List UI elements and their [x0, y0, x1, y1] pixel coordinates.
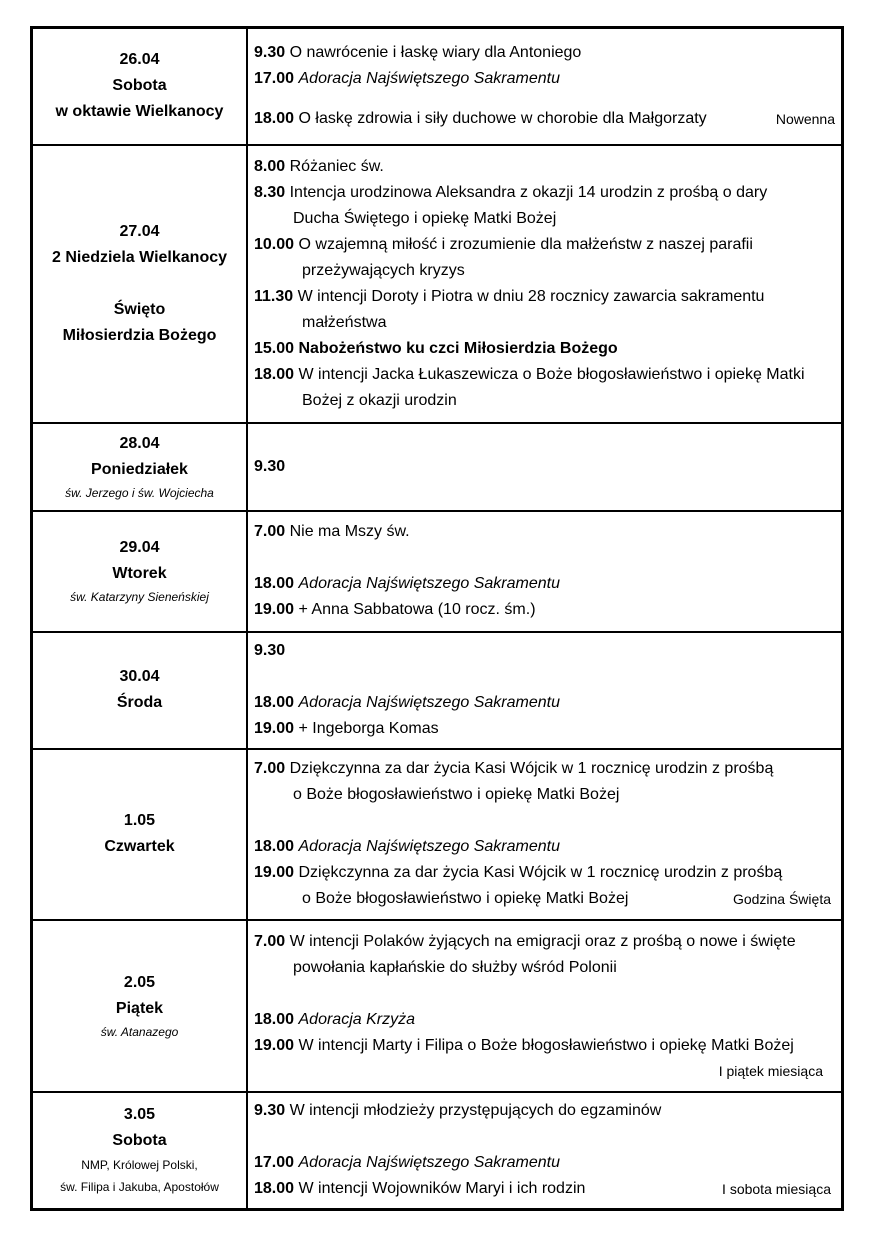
mass-line-continued: [254, 886, 841, 912]
day-date: 2.05: [123, 973, 156, 991]
day-row-27-04: [32, 145, 843, 423]
mass-time: 9.30: [254, 642, 286, 659]
masses-cell: [247, 28, 843, 145]
day-tag: I piątek miesiąca: [718, 1062, 823, 1079]
mass-intention: Adoracja Krzyża: [298, 1010, 415, 1028]
day-name: Sobota: [112, 1132, 167, 1150]
feast-name-line2: Miłosierdzia Bożego: [62, 326, 217, 344]
mass-intention: Adoracja Najświętszego Sakramentu: [298, 838, 560, 855]
mass-intention: W intencji Polaków żyjących na emigracji oraz z prośbą o nowe i święte: [289, 932, 796, 950]
mass-time: 18.00: [254, 838, 295, 855]
mass-intention: Adoracja Najświętszego Sakramentu: [298, 1154, 560, 1172]
day-date: 1.05: [123, 812, 156, 829]
feast-name-line1: Święto: [113, 300, 166, 318]
mass-intention: Adoracja Najświętszego Sakramentu: [298, 694, 560, 711]
day-name: Piątek: [115, 999, 164, 1017]
mass-line: [254, 716, 841, 742]
masses-cell: [247, 1092, 843, 1210]
mass-line: [254, 1098, 841, 1124]
mass-intention: + Anna Sabbatowa (10 rocz. śm.): [298, 601, 536, 618]
mass-time: 19.00: [254, 601, 295, 618]
masses-cell: [247, 749, 843, 920]
mass-intention: Adoracja Najświętszego Sakramentu: [298, 575, 560, 592]
mass-intention-continued: małżeństwa: [302, 313, 387, 331]
mass-time: 19.00: [254, 720, 295, 737]
mass-line: [254, 232, 841, 258]
mass-time: 17.00: [254, 1154, 295, 1172]
mass-time: 17.00: [254, 70, 295, 88]
day-name: Sobota: [112, 77, 167, 95]
patron-saint: św. Atanazego: [100, 1024, 179, 1039]
day-cell: [32, 632, 248, 749]
mass-time: 19.00: [254, 1036, 295, 1054]
day-date: 3.05: [123, 1106, 156, 1124]
mass-line: [254, 1176, 841, 1202]
mass-time: 9.30: [254, 457, 286, 475]
day-date: 30.04: [119, 668, 160, 685]
masses-cell: [247, 511, 843, 632]
day-cell: [32, 145, 248, 423]
day-date: 29.04: [119, 539, 160, 556]
mass-time: 9.30: [254, 44, 286, 62]
mass-intention-continued: o Boże błogosławieństwo i opiekę Matki Bożej: [302, 890, 629, 907]
mass-line: [254, 834, 841, 860]
mass-line: [254, 929, 841, 955]
mass-line: [254, 597, 841, 623]
mass-intention: W intencji Jacka Łukaszewicza o Boże błogosławieństwo i opiekę Matki: [298, 365, 805, 383]
day-cell: [32, 1092, 248, 1210]
mass-tag: I sobota miesiąca: [722, 1181, 831, 1198]
mass-line: [254, 284, 841, 310]
mass-line: [254, 66, 841, 92]
mass-schedule-table: [30, 26, 844, 1211]
day-subtitle: w oktawie Wielkanocy: [55, 103, 224, 121]
mass-time: 7.00: [254, 932, 286, 950]
day-name: Wtorek: [112, 565, 167, 582]
mass-time: 10.00: [254, 235, 295, 253]
mass-intention: O łaskę zdrowia i siły duchowe w chorobie dla Małgorzaty: [298, 110, 707, 128]
mass-time: 19.00: [254, 864, 295, 881]
mass-line: [254, 362, 841, 388]
mass-time: 8.30: [254, 183, 286, 201]
masses-cell: [247, 920, 843, 1092]
mass-time: 7.00: [254, 523, 286, 540]
mass-intention: W intencji Marty i Filipa o Boże błogosławieństwo i opiekę Matki Bożej: [298, 1036, 794, 1054]
masses-cell: [247, 632, 843, 749]
mass-time: 18.00: [254, 1180, 295, 1198]
mass-line: [254, 638, 841, 664]
mass-line: [254, 1150, 841, 1176]
day-row-29-04: [32, 511, 843, 632]
day-name: Poniedziałek: [91, 460, 188, 478]
mass-intention-continued: powołania kapłańskie do służby wśród Polonii: [293, 958, 617, 976]
mass-line: [254, 519, 841, 545]
mass-intention-continued: przeżywających kryzys: [302, 261, 465, 279]
day-row-01-05: [32, 749, 843, 920]
mass-time: 7.00: [254, 760, 286, 777]
mass-line: [254, 1007, 841, 1033]
mass-intention-continued: Ducha Świętego i opiekę Matki Bożej: [293, 209, 557, 227]
mass-line: [254, 860, 841, 886]
day-cell: [32, 511, 248, 632]
day-date: 28.04: [119, 434, 160, 452]
day-cell: [32, 920, 248, 1092]
feast-note-line2: św. Filipa i Jakuba, Apostołów: [60, 1180, 219, 1195]
mass-time: 18.00: [254, 1010, 295, 1028]
mass-line: [254, 154, 841, 180]
day-name: Środa: [116, 694, 163, 711]
mass-time: 11.30: [254, 287, 294, 305]
day-date: 27.04: [119, 222, 160, 240]
mass-line: [254, 571, 841, 597]
mass-tag: Godzina Święta: [732, 891, 831, 907]
mass-intention: Nie ma Mszy św.: [289, 523, 410, 540]
patron-saint: św. Jerzego i św. Wojciecha: [65, 485, 214, 500]
day-row-26-04: [32, 28, 843, 145]
day-date: 26.04: [119, 51, 160, 69]
patron-saint: św. Katarzyny Sieneńskiej: [70, 590, 209, 604]
day-row-03-05: [32, 1092, 843, 1210]
mass-intention: + Ingeborga Komas: [298, 720, 439, 737]
mass-intention: O nawrócenie i łaskę wiary dla Antoniego: [289, 44, 582, 62]
mass-line: [254, 690, 841, 716]
day-cell: [32, 749, 248, 920]
mass-intention: Dziękczynna za dar życia Kasi Wójcik w 1 rocznicę urodzin z prośbą: [289, 760, 774, 777]
day-row-02-05: [32, 920, 843, 1092]
day-row-28-04: [32, 423, 843, 511]
masses-cell: [247, 423, 843, 511]
mass-line: [254, 1033, 841, 1059]
day-cell: [32, 423, 248, 511]
mass-intention: W intencji młodzieży przystępujących do egzaminów: [289, 1102, 662, 1120]
mass-time: 8.00: [254, 157, 286, 175]
mass-intention: Dziękczynna za dar życia Kasi Wójcik w 1 rocznicę urodzin z prośbą: [298, 864, 783, 881]
day-cell: [32, 28, 248, 145]
mass-intention: O wzajemną miłość i zrozumienie dla małżeństw z naszej parafii: [298, 235, 753, 253]
mass-line: [254, 454, 841, 480]
mass-line: [254, 180, 841, 206]
day-name: 2 Niedziela Wielkanocy: [51, 248, 228, 266]
mass-tag: Nowenna: [775, 111, 835, 128]
mass-intention: Różaniec św.: [289, 157, 384, 175]
mass-line: [254, 336, 841, 362]
mass-time: 18.00: [254, 365, 295, 383]
mass-intention: Nabożeństwo ku czci Miłosierdzia Bożego: [298, 339, 618, 357]
mass-time: 18.00: [254, 694, 295, 711]
masses-cell: [247, 145, 843, 423]
mass-line: [254, 756, 841, 782]
feast-note-line1: NMP, Królowej Polski,: [81, 1158, 198, 1173]
mass-intention: W intencji Wojowników Maryi i ich rodzin: [298, 1180, 586, 1198]
mass-line: [254, 40, 841, 66]
mass-intention-continued: Bożej z okazji urodzin: [302, 391, 457, 409]
mass-intention: Adoracja Najświętszego Sakramentu: [298, 70, 560, 88]
mass-intention: W intencji Doroty i Piotra w dniu 28 rocznicy zawarcia sakramentu: [297, 287, 765, 305]
mass-time: 9.30: [254, 1102, 286, 1120]
mass-time: 18.00: [254, 575, 295, 592]
mass-intention-continued: o Boże błogosławieństwo i opiekę Matki Bożej: [293, 786, 620, 803]
mass-intention: Intencja urodzinowa Aleksandra z okazji 14 urodzin z prośbą o dary: [289, 183, 768, 201]
day-row-30-04: [32, 632, 843, 749]
day-name: Czwartek: [104, 838, 175, 855]
mass-time: 18.00: [254, 110, 295, 128]
mass-line: [254, 106, 841, 132]
mass-time: 15.00: [254, 339, 295, 357]
